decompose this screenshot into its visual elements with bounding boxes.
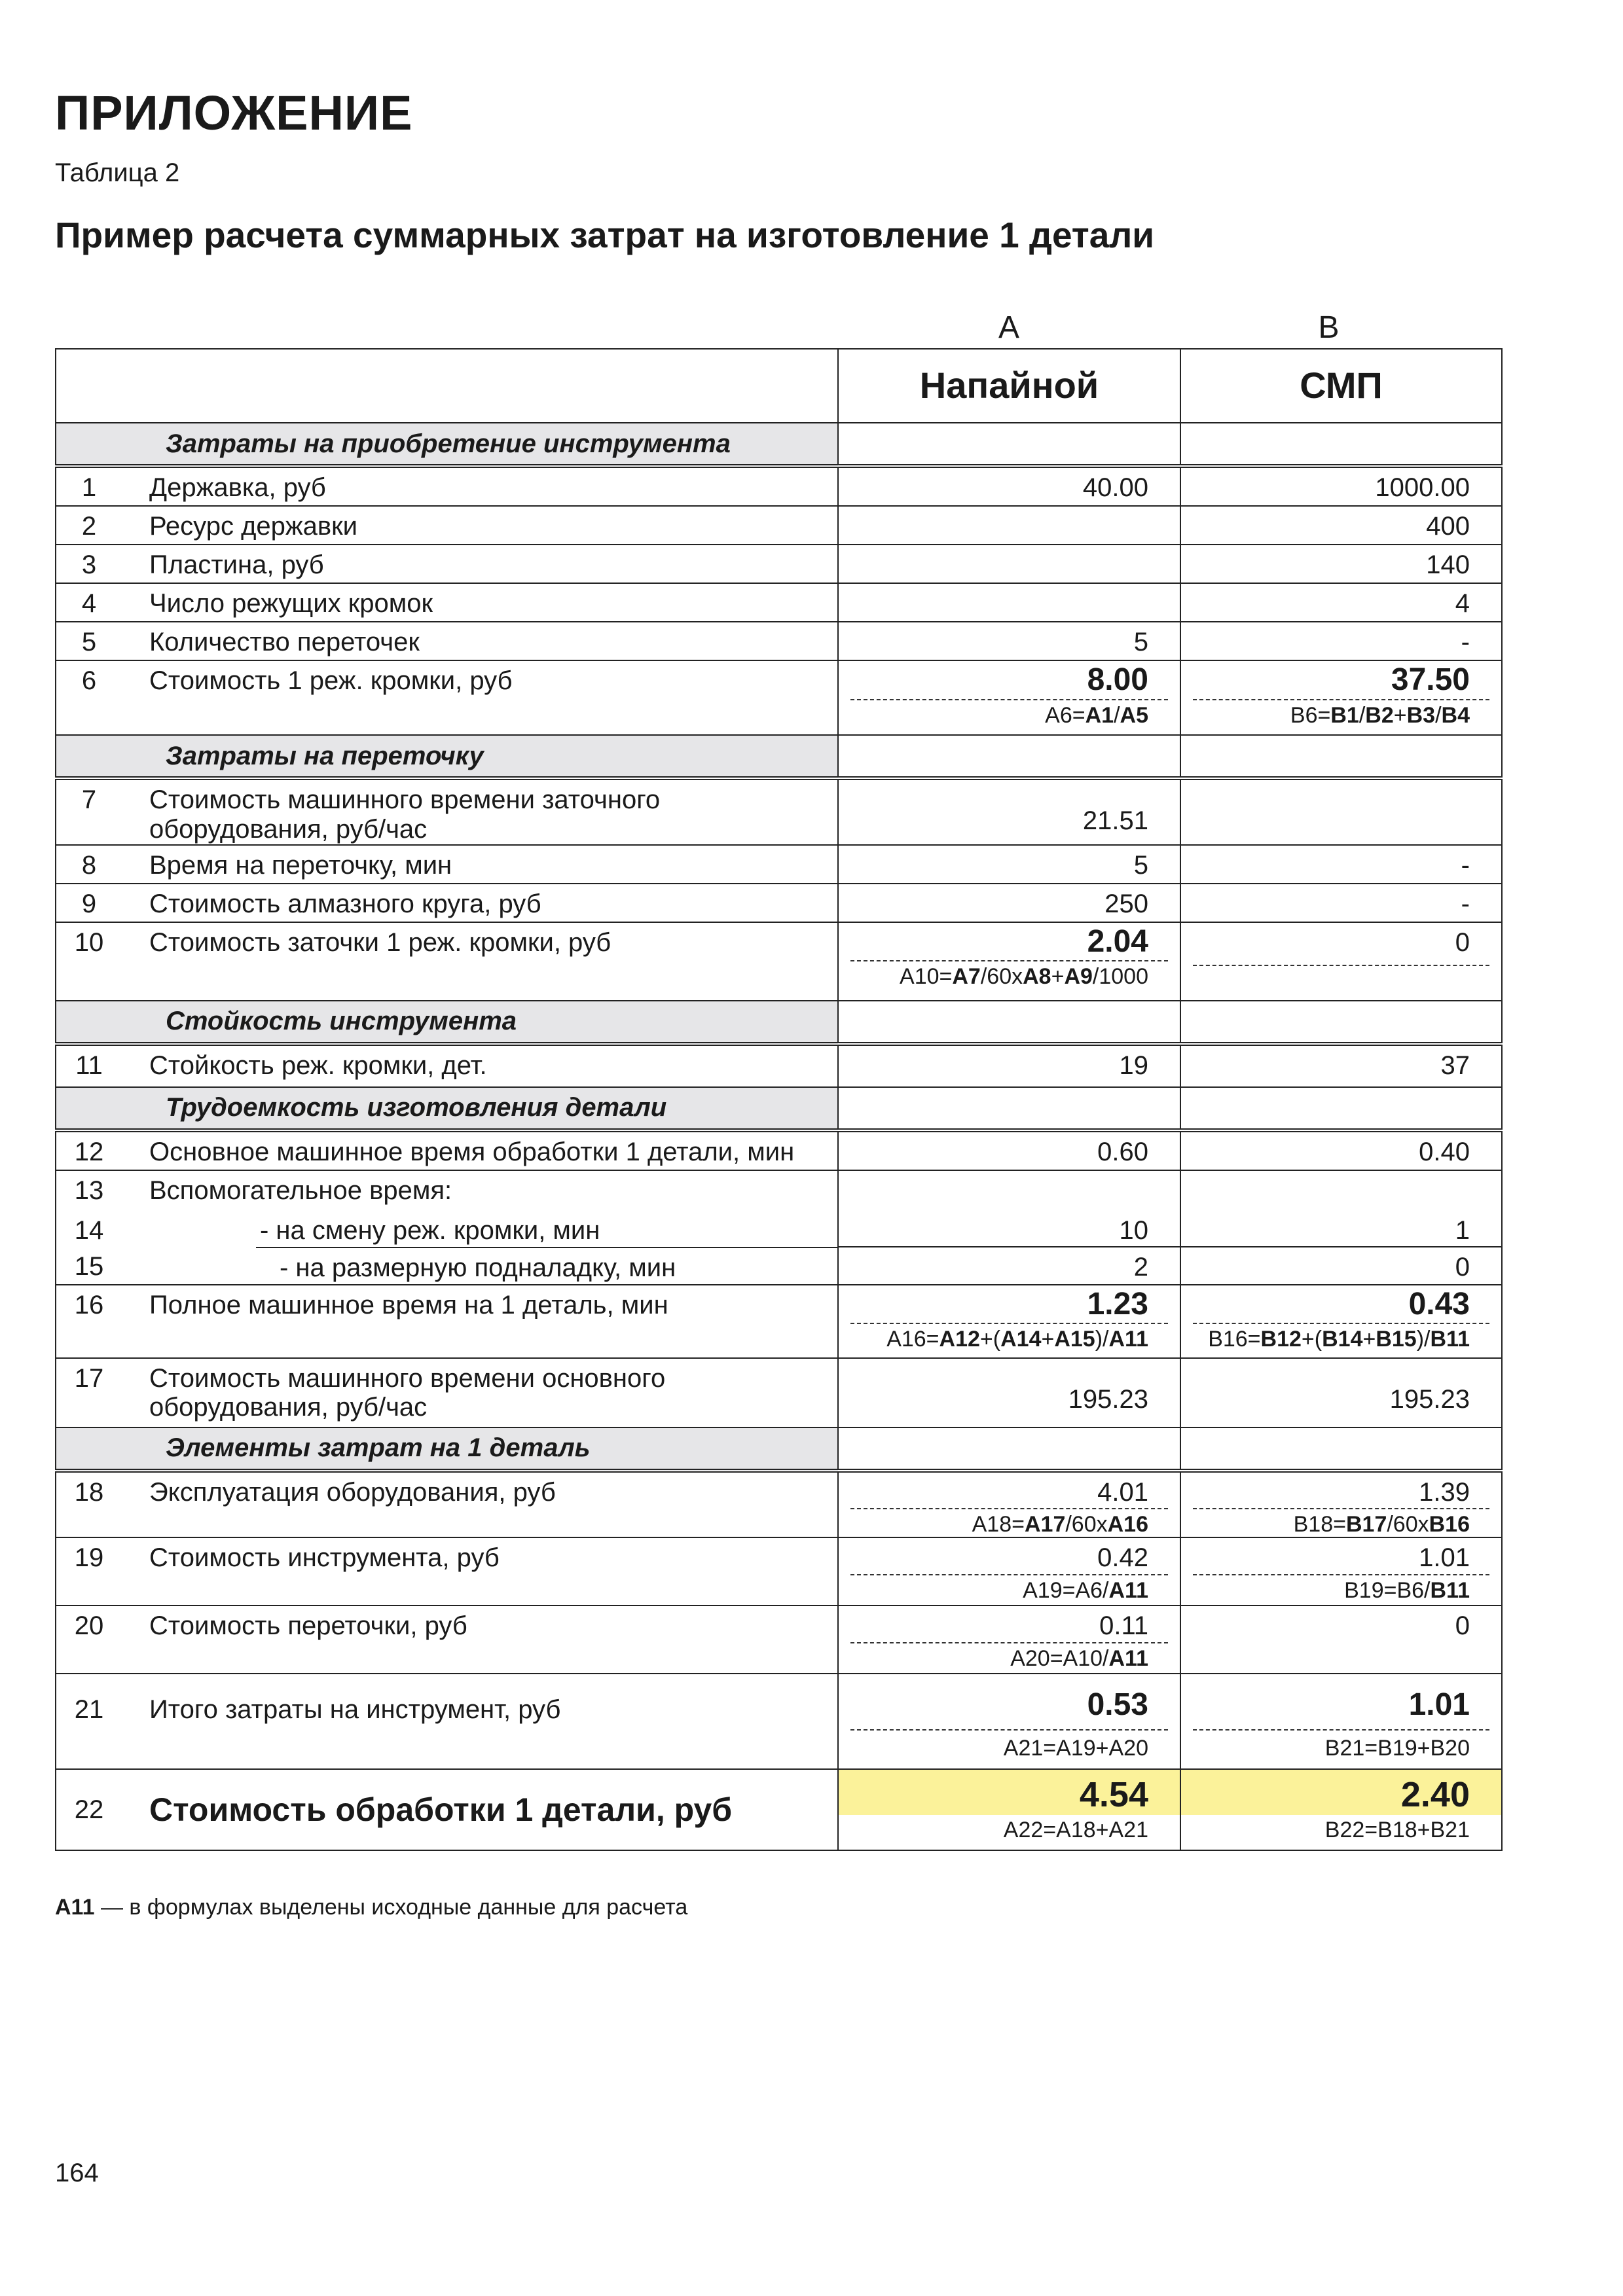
- row-number: 21: [74, 1695, 104, 1725]
- row-label: Стоимость инструмента, руб: [149, 1543, 500, 1573]
- table-row: [56, 583, 1502, 622]
- table-row: [56, 1674, 1502, 1769]
- table-row: [56, 1211, 1502, 1247]
- value-b: 0: [1455, 927, 1470, 957]
- value-b: 1: [1455, 1215, 1470, 1245]
- formula-b: B19=B6/B11: [1344, 1578, 1470, 1604]
- section-row: [56, 1427, 1502, 1471]
- value-b: [1181, 780, 1501, 806]
- section-label: Элементы затрат на 1 деталь: [166, 1433, 591, 1463]
- value-a: 0.53: [1087, 1687, 1148, 1723]
- table-row: [56, 778, 1502, 845]
- row-number: 1: [81, 473, 97, 502]
- row-label: - на размерную подналадку, мин: [256, 1247, 839, 1283]
- row-number: 3: [81, 550, 97, 579]
- table-row: [56, 1358, 1502, 1427]
- row-label: Полное машинное время на 1 деталь, мин: [149, 1290, 668, 1319]
- section-row: [56, 1001, 1502, 1044]
- formula-a: A22=A18+A21: [1003, 1817, 1148, 1842]
- section-label: Затраты на переточку: [166, 741, 484, 770]
- section-row: [56, 423, 1502, 466]
- value-a: 21.51: [1082, 806, 1148, 835]
- value-a: 4.01: [1097, 1477, 1148, 1507]
- table-row: [56, 1471, 1502, 1538]
- row-label: Стоимость обработки 1 детали, руб: [149, 1791, 733, 1829]
- formula-a: A20=A10/A11: [1010, 1646, 1148, 1672]
- value-b: 4: [1455, 589, 1470, 618]
- section-row: [56, 1087, 1502, 1130]
- table-row: [56, 1247, 1502, 1285]
- value-b: -: [1461, 628, 1470, 656]
- value-a: 0.11: [1099, 1611, 1148, 1641]
- table-row: [56, 1170, 1502, 1211]
- row-label: Ресурс державки: [149, 512, 358, 541]
- row-label: Эксплуатация оборудования, руб: [149, 1477, 556, 1507]
- row-label: Стоимость переточки, руб: [149, 1611, 467, 1641]
- formula-a: A16=A12+(A14+A15)/A11: [886, 1327, 1148, 1352]
- row-label: Число режущих кромок: [149, 589, 433, 618]
- value-b: 195.23: [1389, 1384, 1470, 1414]
- value-b: 0.40: [1419, 1137, 1470, 1166]
- table-row: [56, 1044, 1502, 1087]
- formula-a: A10=A7/60xA8+A9/1000: [900, 964, 1148, 990]
- formula-a: A21=A19+A20: [1003, 1736, 1148, 1761]
- table-row: [56, 1537, 1502, 1605]
- row-label: Стойкость реж. кромки, дет.: [149, 1050, 487, 1080]
- value-a: 5: [1133, 850, 1148, 880]
- value-a: 5: [1133, 628, 1148, 656]
- row-label: Стоимость 1 реж. кромки, руб: [149, 666, 513, 695]
- table-row-total: [56, 1769, 1502, 1850]
- row-number: 10: [74, 927, 104, 957]
- value-a: 0.60: [1097, 1137, 1148, 1166]
- formula-b: B22=B18+B21: [1324, 1817, 1470, 1842]
- row-number: 15: [74, 1251, 104, 1281]
- value-a: 19: [1119, 1050, 1148, 1080]
- table-row: [56, 884, 1502, 922]
- row-number: 13: [74, 1175, 104, 1205]
- footnote: A11 — в формулах выделены исходные данные для расчета: [55, 1895, 688, 1920]
- row-number: 5: [81, 628, 97, 656]
- value-b: 0: [1455, 1252, 1470, 1282]
- table-row: [56, 922, 1502, 1001]
- table-row: [56, 622, 1502, 660]
- section-row: [56, 735, 1502, 778]
- page-number: 164: [55, 2159, 99, 2187]
- row-number: 22: [74, 1795, 104, 1825]
- row-number: 12: [74, 1137, 104, 1166]
- row-number: 16: [74, 1290, 104, 1319]
- value-b-highlighted: 2.40: [1181, 1770, 1501, 1814]
- value-b: -: [1461, 889, 1470, 918]
- value-b: 400: [1426, 512, 1470, 541]
- section-label: Затраты на приобретение инструмента: [166, 429, 731, 458]
- header-brazed: Напайной: [838, 349, 1180, 423]
- row-label: Основное машинное время обработки 1 детали, мин: [149, 1137, 795, 1166]
- value-b: 1.01: [1408, 1687, 1470, 1723]
- value-a: 8.00: [1087, 662, 1148, 697]
- value-b: 1.39: [1419, 1477, 1470, 1507]
- header-empty: [56, 349, 838, 423]
- formula-a: A18=A17/60xA16: [972, 1512, 1148, 1537]
- formula-a: A6=A1/A5: [1045, 702, 1148, 728]
- row-number: 4: [81, 589, 97, 618]
- row-number: 11: [75, 1050, 103, 1080]
- table-row: [56, 1130, 1502, 1170]
- value-a: 40.00: [1082, 473, 1148, 502]
- table-number: Таблица 2: [55, 158, 180, 187]
- row-label: Время на переточку, мин: [149, 850, 452, 880]
- table-row: [56, 1285, 1502, 1358]
- row-label: - на смену реж. кромки, мин: [260, 1215, 600, 1245]
- row-number: 20: [74, 1611, 104, 1641]
- value-b: 1000.00: [1375, 473, 1470, 502]
- value-a: 195.23: [1068, 1384, 1148, 1414]
- value-a: [839, 545, 1180, 550]
- row-label: Вспомогательное время:: [149, 1175, 452, 1205]
- value-b: 37: [1440, 1050, 1470, 1080]
- formula-b: B16=B12+(B14+B15)/B11: [1208, 1327, 1470, 1352]
- value-b: 1.01: [1419, 1543, 1470, 1573]
- row-number: 2: [81, 512, 97, 541]
- row-number: 8: [81, 850, 97, 880]
- row-number: 17: [74, 1363, 104, 1393]
- value-a: 250: [1104, 889, 1148, 918]
- value-a-highlighted: 4.54: [839, 1770, 1180, 1814]
- row-label: Пластина, руб: [149, 550, 324, 579]
- table-row: [56, 506, 1502, 545]
- formula-b: B18=B17/60xB16: [1293, 1512, 1470, 1537]
- row-label: Стоимость машинного времени заточного оборудования, руб/час: [149, 785, 661, 844]
- formula-b: B6=B1/B2+B3/B4: [1290, 702, 1470, 728]
- value-a: 10: [1119, 1215, 1148, 1245]
- formula-b: B21=B19+B20: [1324, 1736, 1470, 1761]
- table-title: Пример расчета суммарных затрат на изготовление 1 детали: [55, 215, 1155, 255]
- value-b: 0: [1455, 1611, 1470, 1641]
- section-label: Стойкость инструмента: [166, 1007, 517, 1036]
- row-number: 19: [74, 1543, 104, 1573]
- row-number: 18: [74, 1477, 104, 1507]
- value-b: 0.43: [1408, 1286, 1470, 1321]
- value-b: 140: [1426, 550, 1470, 579]
- formula-a: A19=A6/A11: [1023, 1578, 1148, 1604]
- table-row: [56, 660, 1502, 735]
- column-letter-a: A: [998, 310, 1019, 345]
- row-label: Державка, руб: [149, 473, 326, 502]
- value-a: [839, 584, 1180, 589]
- cost-table: [55, 348, 1503, 1851]
- row-number: 6: [81, 666, 97, 695]
- value-a: 2.04: [1087, 924, 1148, 959]
- header-insert: СМП: [1180, 349, 1502, 423]
- row-number: 14: [74, 1215, 104, 1245]
- value-a: 1.23: [1087, 1286, 1148, 1321]
- value-a: 2: [1133, 1252, 1148, 1282]
- row-label: Стоимость алмазного круга, руб: [149, 889, 541, 918]
- value-a: [839, 507, 1180, 512]
- header-row: [56, 349, 1502, 423]
- table-row: [56, 845, 1502, 884]
- row-number: 9: [81, 889, 97, 918]
- value-b: 37.50: [1391, 662, 1470, 697]
- page-heading: ПРИЛОЖЕНИЕ: [55, 86, 413, 140]
- value-a: 0.42: [1097, 1543, 1148, 1573]
- table-row: [56, 545, 1502, 583]
- row-label: Стоимость машинного времени основного оборудования, руб/час: [149, 1363, 666, 1422]
- section-label: Трудоемкость изготовления детали: [166, 1093, 667, 1122]
- column-letter-b: B: [1318, 310, 1340, 345]
- row-label: Стоимость заточки 1 реж. кромки, руб: [149, 927, 611, 957]
- formula-divider: [1193, 965, 1489, 966]
- row-label: Итого затраты на инструмент, руб: [149, 1695, 561, 1725]
- value-b: -: [1461, 850, 1470, 880]
- row-label: Количество переточек: [149, 628, 420, 656]
- table-row: [56, 1605, 1502, 1674]
- row-number: 7: [81, 785, 97, 814]
- table-row: [56, 466, 1502, 506]
